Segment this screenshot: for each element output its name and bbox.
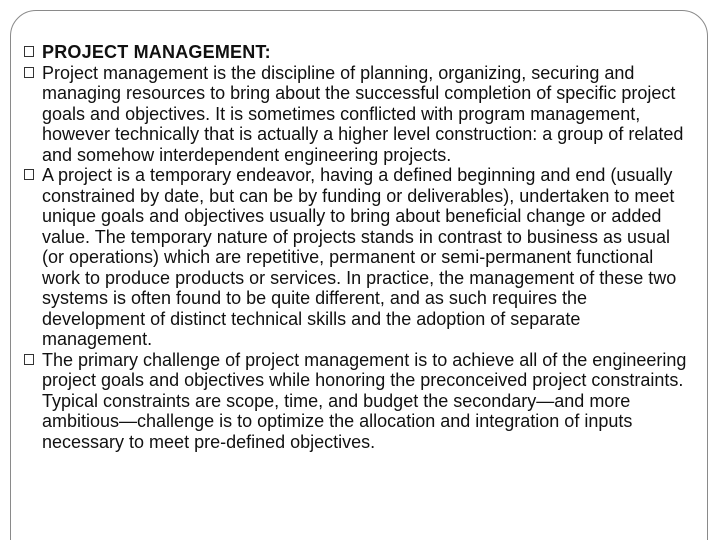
bullet-item — [24, 63, 694, 166]
heading-item — [24, 42, 694, 63]
bullet-text: Project management is the discipline of planning, organizing, securing and managing resources to bring about the successful completion of specific project goals and objectives. It is sometimes conflicted with program management, however technically that is actually a higher level construction: a group of related and somehow interdependent engineering projects. — [42, 62, 684, 165]
slide-heading: PROJECT MANAGEMENT: — [42, 42, 271, 62]
square-bullet-icon — [24, 169, 34, 180]
square-bullet-icon — [24, 67, 34, 78]
square-bullet-icon — [24, 354, 34, 365]
bullet-text: The primary challenge of project management is to achieve all of the engineering project goals and objectives while honoring the preconceived project constraints. Typical constraints are scope, time, and budget the secondary—and more ambitious—challenge is to optimize the allocation and integration of inputs necessary to meet pre-defined objectives. — [42, 349, 687, 452]
bullet-item — [24, 350, 694, 453]
square-bullet-icon — [24, 46, 34, 57]
slide-content — [24, 42, 694, 452]
bullet-text: A project is a temporary endeavor, having a defined beginning and end (usually constrained by date, but can be by funding or deliverables), undertaken to meet unique goals and objectives usually to bring about beneficial change or added value. The temporary nature of projects stands in contrast to business as usual (or operations) which are repetitive, permanent or semi-permanent functional work to produce products or services. In practice, the management of these two systems is often found to be quite different, and as such requires the development of distinct technical skills and the adoption of separate management. — [42, 165, 677, 349]
bullet-item — [24, 165, 694, 350]
